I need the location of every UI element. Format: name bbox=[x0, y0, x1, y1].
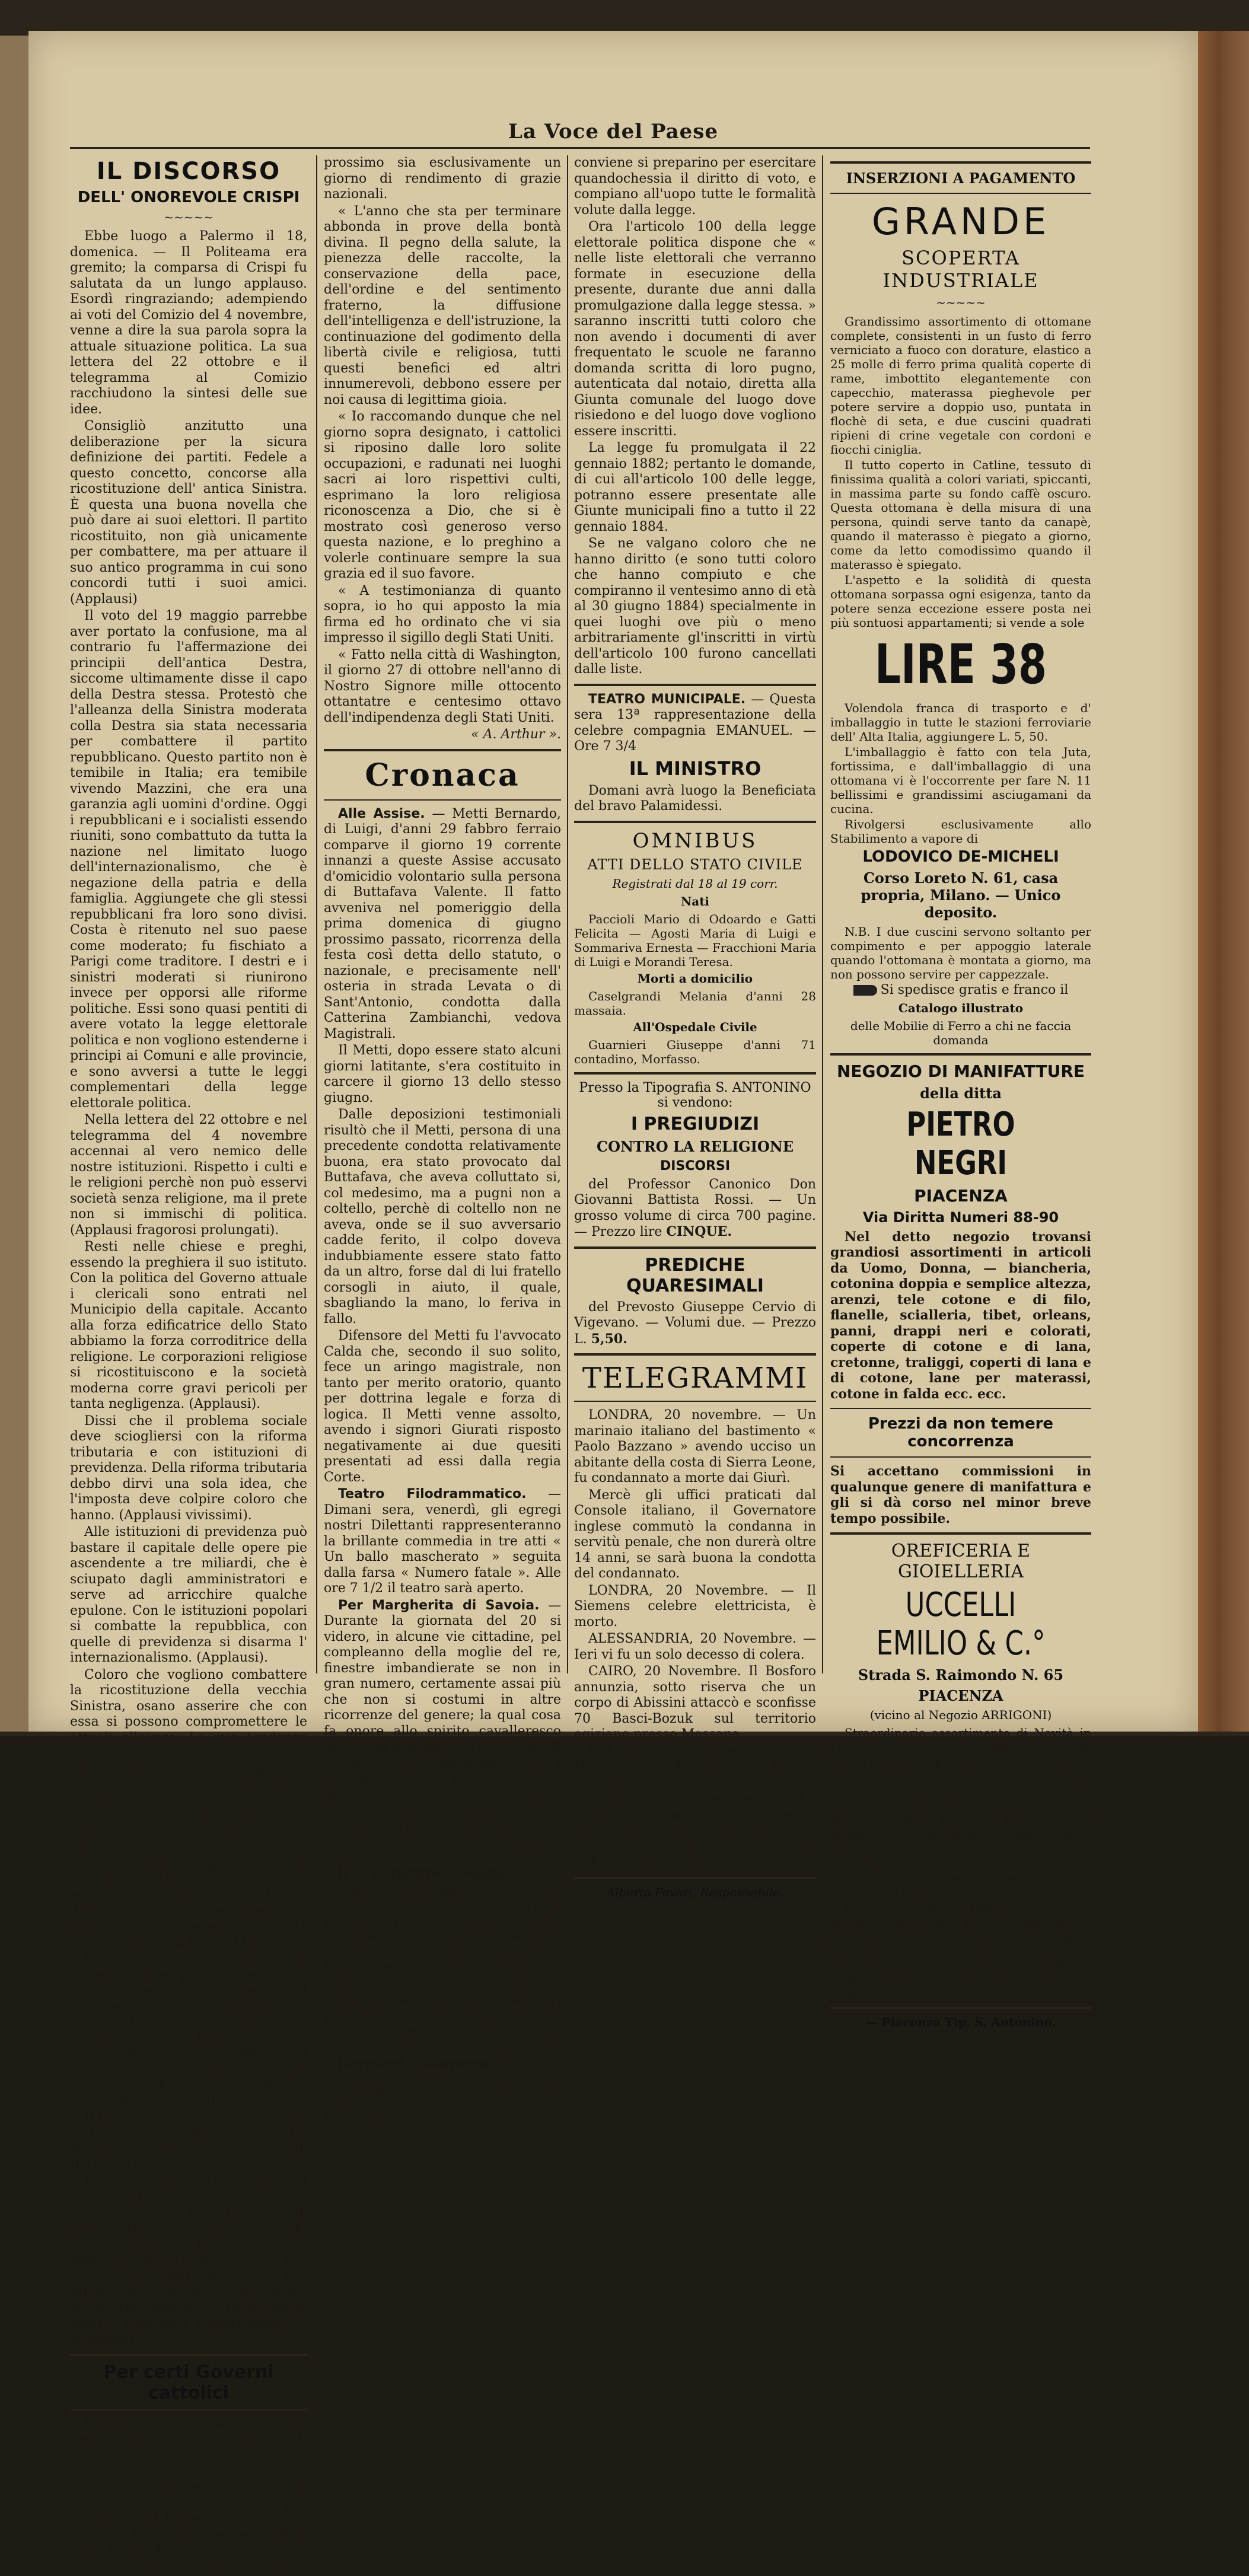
item-text: ha intrapreso un viaggio attraverso la nostra provincia per conoscere di persona il paese e i suoi elettori. Le accoglienze furono dappertutto oneste e liete, nè mancarono i buoni pranzi, essendo risaputo che oggi bbox=[324, 1866, 561, 1991]
negozio-title: NEGOZIO DI MANIFATTURE bbox=[836, 1061, 1085, 1081]
item-head: Teatro Filodrammatico. bbox=[338, 1487, 527, 1501]
paragraph: Domani avrà luogo la Beneficiata del bravo Palamidessi. bbox=[574, 783, 816, 814]
paragraph: « Fatto nella città di Washington, il giorno 27 di ottobre nell'anno di Nostro Signore mille ottocento ottantatre e centesimo ottavo dell'indipendenza degli Stati Uniti. bbox=[324, 647, 561, 725]
column-1 bbox=[70, 155, 307, 2576]
paragraph: Ebbe luogo a Palermo il 18, domenica. — Il Politeama era gremito; la comparsa di Crispi fu salutata da un lungo applauso. Esordì ringraziando; adempiendo ai voti del Comizio del 4 novembre, venne a dire la sua parola sopra la attuale situazione politica. La sua lettera del 22 ottobre e il telegramma al Comizio racchiudono la sintesi delle sue idee. bbox=[70, 229, 307, 417]
paragraph: La suddetta Ditta praticherà assiduamente, come già fece negli scorsi anni i Mercati e le Fiere dei principali Paesi di questa Provincia con un Completo assortimento d'oreficeria ed altri articoli onde contentare la sua numerosa Clientela. bbox=[830, 1901, 1091, 2001]
catalogo-after: delle Mobilie di Ferro a chi ne faccia domanda bbox=[850, 1018, 1072, 1047]
adjacent-page-edge bbox=[0, 36, 28, 1732]
pregiudizi-price: CINQUE. bbox=[666, 1224, 732, 1239]
demicheli-name: LODOVICO DE-MICHELI bbox=[862, 848, 1059, 866]
commissioni-text: Si accettano commissioni in qualunque genere di manifattura e gli si dà corso nel minor breve tempo possibile. bbox=[830, 1464, 1091, 1526]
paragraph: Assortimento completo in catene d'oro da uomo e per signora. bbox=[830, 1770, 1091, 1798]
telegram: ALESSANDRIA, 20 Novembre. — Ieri vi fu un solo decesso di colera. bbox=[574, 1631, 816, 1662]
uccelli-name: UCCELLI EMILIO & C.° bbox=[876, 1586, 1046, 1663]
paragraph: Il tutto a prezzi onestissimi ed impossibile concorrenza. bbox=[830, 1872, 1091, 1900]
paragraph: Dissi che il problema sociale deve sciogliersi con la riforma tributaria e con istituzioni di previdenza. Della riforma tributaria debbo dirvi una sola idea, che l'imposta deve colpire coloro che hanno. (Applausi vivissimi). bbox=[70, 1413, 307, 1523]
cronaca-title: Cronaca bbox=[365, 757, 520, 793]
paragraph: Volendola franca di trasporto e d' imballaggio in tutte le stazioni ferroviarie dell' Alta Italia, aggiungere L. 5, 50. bbox=[830, 701, 1091, 744]
paragraph: « Conforme all'uso di questo popolo di destinare verso la fine di ogni anno un giorno speciale per ossequiare il Dispensatore di ogni bene io, A. Arthur presidente degli Stati Uniti, decreto colla presente ordinanza che giovedì 22 novembre bbox=[70, 2465, 307, 2574]
column-divider bbox=[567, 155, 568, 1673]
telegram: LONDRA, 20 novembre. — Un marinaio italiano del bastimento « Paolo Bazzano » avendo ucciso un abitante della costa di Sierra Leone, fu condannato a morte dai Giurì. bbox=[574, 1408, 816, 1485]
paragraph: Deposito di galanti oggetti in Argento delle accreditate fabbriche Franz-Mosgau di Berlino e Martovisch di Vienna. Orologi d' oro e d'argento delle prime Case di Ginevra. bbox=[830, 1799, 1091, 1870]
grande-title: GRANDE bbox=[871, 200, 1050, 243]
teatro-text: — Questa sera 13ª rappresentazione della celebre compagnia EMANUEL. — Ore 7 3/4 bbox=[574, 691, 817, 754]
atti-subtitle: Registrati dal 18 al 19 corr. bbox=[612, 876, 778, 891]
paragraph: La legge fu promulgata il 22 gennaio 1882; pertanto le domande, di cui all'articolo 100 delle legge, potranno essere presentate alle Giunte municipali fino a tutto il 22 gennaio 1884. bbox=[574, 441, 816, 534]
paragraph: Grandissimo assortimento di ottomane complete, consistenti in un fusto di ferro verniciato a fuoco con dorature, elastico a 25 molle di ferro prima qualità coperte di rame, imbottito elegantemente con capecchio, materassa pieghevole per potere servire a doppio uso, puntata in flochè di seta, e due cuscini quadrati ripieni di crine vegetale con cordoni e fiocchi ciniglia. bbox=[830, 314, 1091, 457]
item-head: Iscrizioni elettorali. bbox=[338, 2057, 499, 2072]
pointing-hand-icon bbox=[853, 985, 877, 996]
morti-head: Morti a domicilio bbox=[637, 971, 753, 986]
nota-bene: N.B. I due cuscini servono soltanto per compimento e per appoggio laterale quando l'ottomana è montata a giorno, ma non possono servire per cappezzale. bbox=[830, 924, 1091, 981]
telegram: LONDRA, 20 Novembre. — Il Siemens celebre elettricista, è morto. bbox=[574, 1583, 816, 1630]
column-2 bbox=[324, 155, 561, 2121]
section-rule bbox=[574, 1353, 816, 1356]
negri-text: Nel detto negozio trovansi grandiosi assortimenti in articoli da Uomo, Donna, — biancheria, cotonina doppia e semplice altezza, arenzi, tele cotone e di filo, flanelle, scialleria, tibet, orleans, panni, drappi neri e colorati, coperte di cotone e di lana, cretonne, traliggi, coperti di lana e di cotone, lane per materassi, cotone in falda ecc. ecc. bbox=[830, 1229, 1091, 1402]
morti-text: Caselgrandi Melania d'anni 28 massaia. bbox=[574, 989, 816, 1018]
paragraph: L'aspetto e la solidità di questa ottomana sorpassa ogni esigenza, tanto da potere senza eccezione essere posta nei più sontuosi appartamenti; si vende a sole bbox=[830, 573, 1091, 630]
item-text: Tutto finisce in cene e in desinari proprio come costumava ai tempi cantati da Omero. Decisamente noi viviamo in un'epoca eroica. bbox=[324, 1993, 561, 2055]
inserzioni-header: INSERZIONI A PAGAMENTO bbox=[846, 170, 1076, 187]
paragraph: Alle istituzioni di previdenza può bastare il capitale delle opere pie ascendente a tre miliardi, che è sciupato dagli amministratori e serve ad arricchire qualche epulone. Con le istituzioni popolari si combatte la repubblica, con quelle di previdenza si disarma l' internazionalismo. (Applausi). bbox=[70, 1525, 307, 1665]
section-rule bbox=[70, 2354, 307, 2356]
paragraph: Pubblichiamo il seguente decreto del Presidente degli Stati Uniti americani: bbox=[70, 2416, 307, 2463]
section-rule bbox=[70, 2409, 307, 2411]
column-divider bbox=[822, 155, 823, 1673]
paragraph: Nella lettera del 22 ottobre e nel telegramma del 4 novembre accennai al vero nemico delle nostre istituzioni. Rispetto i culti e le religioni perchè non può esservi società senza religione, ma il prete non si immischi di politica. (Applausi fragorosi prolungati). bbox=[70, 1112, 307, 1238]
prezzi-line: Prezzi da non temere concorrenza bbox=[868, 1415, 1054, 1450]
headline: IL DISCORSO bbox=[96, 158, 281, 185]
nati-head: Nati bbox=[680, 894, 710, 908]
paragraph: Rivolgersi esclusivamente allo Stabilimento a vapore di bbox=[830, 817, 1091, 846]
masthead-rule bbox=[70, 147, 1090, 149]
item-head: Per Margherita di Savoia. bbox=[338, 1598, 540, 1613]
item-text: Difensore del Metti fu l'avvocato Calda che, secondo il suo solito, fece un aringo magistrale, non tanto per merito oratorio, quanto per dottrina legale e forza di logica. Il Metti venne assolto, avendo i signori Giurati risposto negativamente ai due quesiti presentati ad essi dalla regia Corte. bbox=[324, 1328, 561, 1485]
section-rule bbox=[574, 821, 816, 823]
piacenza-label-2: PIACENZA bbox=[918, 1687, 1003, 1704]
newspaper-page bbox=[28, 31, 1198, 2574]
section-rule bbox=[324, 749, 561, 751]
book-spine bbox=[1198, 31, 1249, 1732]
section-rule bbox=[830, 1532, 1091, 1535]
ornament: ~~~~~ bbox=[936, 295, 986, 310]
ospedale-head: All'Ospedale Civile bbox=[633, 1019, 757, 1034]
teatro-head: TEATRO MUNICIPALE. bbox=[588, 691, 746, 707]
paragraph: Il tutto coperto in Catline, tessuto di finissima qualità a colori variati, spiccanti, in massima parte su fondo caffè oscuro. Questa ottomana è della misura di una persona, quindi serve tanto da canapè, quando il materasso è piegato a giorno, come da letto comodissimo quando il materasso è spiegato. bbox=[830, 458, 1091, 572]
paragraph: « L'anno che sta per terminare abbonda in prove della bontà divina. Il pegno della salute, la pienezza delle raccolte, la conservazione della pace, dell'ordine e del sentimento fraterno, la diffusione dell'intelligenza e dell'istruzione, la continuazione del godimento della libertà civile e religiosa, tutti questi benefici ed altri innumerevoli, debbono essere per noi causa di legittima gioia. bbox=[324, 203, 561, 407]
section-rule bbox=[830, 1053, 1091, 1056]
paragraph: L'imballaggio è fatto con tela Juta, fortissima, e dall'imballaggio di una ottomana vi è l'occorrente per fare N. 11 bellissimi e grandissimi asciugamani da cucina. bbox=[830, 745, 1091, 816]
item-text: Dalle deposizioni testimoniali risultò che il Metti, persona di una precedente condotta relativamente buona, era stato provocato dal Buttafava, che aveva colluttato si, col medesimo, ma a pugni non a coltello, perchè di coltello non ne aveva, onde se il suo avversario cadde ferito, il colpo doveva indubbiamente essere stato fatto da un altro, forse dal di lui fratello corsogli in aiuto, il quale, sbagliando la mano, lo feriva in fallo. bbox=[324, 1107, 561, 1327]
item-text: — I cattolici almeno per ora finchè nol dice il Papa, non vanno alle urne politiche. Tuttavia bbox=[324, 2057, 562, 2119]
footer-printer: — Piacenza Tip. S. Antonino. bbox=[865, 2015, 1056, 2029]
paragraph: Ora l'articolo 100 della legge elettorale politica dispone che « nelle liste elettorali che verranno formate in esecuzione della presente, durante due anni dalla promulgazione dalla legge stessa. » saranno inscritti tutti coloro che non avendo i documenti di aver frequentato le scuole ne faranno domanda scritta di loro pugno, autenticata dal notaio, diretta alla Giunta comunale del luogo dove risiedono e del luogo dove vogliono essere inscritti. bbox=[574, 219, 816, 439]
responsabile: Alberto Favari, Responsabile. bbox=[606, 1885, 784, 1899]
item-text: Il Metti, dopo essere stato alcuni giorni latitante, s'era costituito in carcere il giorno 13 dello stesso giugno. bbox=[324, 1043, 561, 1105]
telegram: VIENNA, 20 novembre. — La polizia è riuscita a scoprire la tipografia clandestina dove uscirono in questi ultimi tempi delle pubblicazioni sediziose. bbox=[574, 1792, 816, 1870]
pregiudizi-title: I PREGIUDIZI bbox=[630, 1113, 760, 1134]
paragraph: conviene si preparino per esercitare quandochessia il diritto di voto, e compiano all'uopo tutte le formalità volute dalla legge. bbox=[574, 155, 816, 218]
prediche-title: PREDICHE QUARESIMALI bbox=[626, 1254, 764, 1296]
paragraph: Il Governo di Berlino non fu mai amico della Destra, che condusse alla guerra del 1866 contrariamente agli accordi stabiliti; nel 1870 la Destra voleva mandare centomila uomini al di là delle Alpi a combattere l'esercito tedesco impedendoci la rivendicazione di Roma. (Applausi). bbox=[70, 1810, 307, 1950]
scoperta-title: SCOPERTA INDUSTRIALE bbox=[882, 247, 1039, 292]
piacenza-label: PIACENZA bbox=[914, 1185, 1008, 1206]
tipografia-line: Presso la Tipografia S. ANTONINO si vendono: bbox=[579, 1080, 811, 1110]
paragraph: Consigliò anzitutto una deliberazione per la sicura definizione dei partiti. Fedele a questo concetto, concorse alla ricostituzione dell' antica Sinistra. È questa una buona novella che può dare ai suoi elettori. Il partito ricostituito, non già unicamente per combattere, ma per attuare il suo antico programma in cui sono concordi tutti i suoi amici. (Applausi) bbox=[70, 419, 307, 607]
negri-name: PIETRO NEGRI bbox=[906, 1105, 1015, 1182]
item-text: — Durante la giornata del 20 si videro, in alcune vie cittadine, pel compleanno della moglie del re, finestre imbandierate se non in gran numero, certamente assai più che non si costumi in altre ricorrenze del genere; la qual cosa fa onore allo spirito cavalleresco dei buoni piacentini. La sera poi il Municipio fece accendere tutti i becchi del gaz in piazza Cavalli e gli edifici militari si mostrarono decorosamente illuminati. In teatro fu suonato ripetutamente la marcia reale, e la sala venne illuminata a giorno.. bbox=[324, 1598, 561, 1864]
nati-text: Paccioli Mario di Odoardo e Gatti Felicita — Agosti Maria di Luigi e Sommariva Ernesta — Fracchioni Maria di Luigi e Morandi Teresa. bbox=[574, 911, 816, 969]
column-4 bbox=[830, 155, 1091, 2033]
item-head: Il deputato Ruspoli bbox=[338, 1866, 520, 1881]
ospedale-text: Guarnieri Giuseppe d'anni 71 contadino, Morfasso. bbox=[574, 1037, 816, 1066]
paragraph: Straordinario assortimento di Novità in Forniture d' Oro e d' Anelli per Spose anche con pietre preziose. bbox=[830, 1726, 1091, 1768]
section-rule bbox=[830, 1456, 1091, 1458]
ornament: ~~~~~ bbox=[164, 210, 214, 224]
telegram: CAIRO, 20 Novembre. Il Bosforo annunzia, sotto riserva che un corpo di Abissini attaccò e sconfisse 70 Basci-Bozuk sul territorio egiziano presso Massana. bbox=[574, 1664, 816, 1742]
paragraph: Se ne valgano coloro che ne hanno diritto (e sono tutti coloro che hanno compiuto e che compiranno il ventesimo anno di età al 30 giugno 1884) specialmente in quei luoghi ove più o meno arbitrariamente gl'inscritti in virtù dell'articolo 100 furono cancellati dalle liste. bbox=[574, 536, 816, 677]
oreficeria-title: OREFICERIA E GIOIELLERIA bbox=[891, 1541, 1031, 1582]
section-rule bbox=[830, 2007, 1091, 2009]
section-rule bbox=[574, 684, 816, 686]
telegrammi-title: TELEGRAMMI bbox=[582, 1362, 808, 1395]
paragraph: « Io raccomando dunque che nel giorno sopra designato, i cattolici si riposino dalle loro solite occupazioni, e radunati nei luoghi sacri ai loro rispettivi culti, esprimano la loro religiosa riconoscenza a Dio, che si è mostrato così generoso verso questa nazione, e lo preghino a volerle continuare sempre la sua grazia ed il suo favore. bbox=[324, 409, 561, 581]
omnibus-title: OMNIBUS bbox=[632, 828, 758, 853]
atti-title: ATTI DELLO STATO CIVILE bbox=[587, 856, 803, 873]
telegram: Mercè gli uffici praticati dal Console italiano, il Governatore inglese commutò la condanna in servitù penale, che non durerà oltre 14 anni, se sarà buona la condotta del condannato. bbox=[574, 1487, 816, 1581]
item-text: — Metti Bernardo, di Luigi, d'anni 29 fabbro ferraio comparve il giorno 19 corrente innanzi a queste Assise accusato d'omicidio volontario sulla persona di Buttafava Valente. Il fatto avveniva nel pomeriggio della prima domenica di giugno prossimo passato, ricorrenza della festa così detta dello statuto, o nazionale, e precisamente nell' osteria in strada Levata o di Sant'Antonio, condotta dalla Catterina Zambianchi, vedova Magistrali. bbox=[324, 806, 561, 1041]
signature: « A. Arthur ». bbox=[471, 727, 561, 742]
demicheli-address: Corso Loreto N. 61, casa propria, Milano. — Unico deposito. bbox=[861, 869, 1061, 921]
paragraph: prossimo sia esclusivamente un giorno di rendimento di grazie nazionali. bbox=[324, 155, 561, 202]
prediche-text: del Prevosto Giuseppe Cervio di Vigevano. — Volumi due. — Prezzo L. bbox=[574, 1299, 816, 1347]
masthead: La Voce del Paese bbox=[508, 120, 719, 144]
section-rule bbox=[574, 1877, 816, 1879]
item-text: — Dimani sera, venerdì, gli egregi nostri Dilettanti rappresenteranno la brillante commedia in tre atti « Un ballo mascherato » seguita dalla farsa « Numero fatale ». Alle ore 7 1/2 il teatro sarà aperto. bbox=[324, 1487, 561, 1596]
paragraph: Il Re è andato a Vienna; non gli è stata ancora restituita la visita. Bisognava andarvi per la via di Berlino. Concludiamo: bbox=[70, 2110, 307, 2173]
paragraph: Coloro che vogliono combattere la ricostituzione della vecchia Sinistra, osano asserire che con essa si possono compromettere le attuali alleanze. Le mie tendenze sono che l'Italia sul continente debba allearsi colle potenze centrali e sul mare coll'Inghilterra. (Applausi). bbox=[70, 1667, 307, 1808]
column-3 bbox=[574, 155, 816, 1903]
subheadline: DELL' ONOREVOLE CRISPI bbox=[77, 189, 300, 206]
pregiudizi-subtitle: CONTRO LA RELIGIONE bbox=[596, 1137, 794, 1155]
section-rule bbox=[324, 799, 561, 801]
discorsi-label: DISCORSI bbox=[659, 1158, 731, 1174]
section-rule bbox=[830, 161, 1091, 164]
item-head: Alle Assise. bbox=[338, 806, 425, 821]
paragraph: L'antica Sinistra ricostituita col suo antico programma si presenterà per la attuazione di tutte le riforme politiche e sociali, per mantenere l'alleanza colle Potenze centrali in Europa, non per combattere soltanto, ma per attuare un Governo morale, degno di un gran popolo che ha diritto di averlo. (Applausi fragorosissimi e prolungati). bbox=[70, 2175, 307, 2347]
column-divider bbox=[316, 155, 317, 1673]
section-rule bbox=[574, 1401, 816, 1402]
paragraph: Il contegno della Sinistra impedì codesta fatale politica; avremmo fatto anche le barricate se il Governo non avesse seguiti i nostri consigli (applausi); ma per avere buone alleanze bisogna essere popoli forti. Prima del 1859 eravamo deboli perchè divisi, oggi lo siamo perchè gli armamenti sono incompleti. (Applausi). bbox=[70, 1952, 307, 2109]
spedisce-text: Si spedisce gratis e franco il bbox=[880, 983, 1069, 997]
section-rule bbox=[574, 1072, 816, 1075]
section-rule bbox=[830, 193, 1091, 194]
paragraph: Resti nelle chiese e preghi, essendo la preghiera il suo istituto. Con la politica del Governo attuale i clericali sono entrati nel Municipio della capitale. Accanto alla forza edificatrice dello Stato abbiamo la forza corroditrice della religione. Le corporazioni religiose si ricostituiscono e la società moderna corre gravi pericoli per tanta negligenza. (Applausi). bbox=[70, 1239, 307, 1411]
section-title: Per certi Governi cattolici bbox=[103, 2362, 274, 2403]
via-label: Via Diritta Numeri 88-90 bbox=[862, 1209, 1059, 1226]
paragraph: Il voto del 19 maggio parrebbe aver portato la confusione, ma al contrario fu l'affermazione dei principii dell'antica Destra, siccome ultimamente disse il capo della Destra stessa. Protestò che l'alleanza della Sinistra moderata colla Destra sia stata necessaria per combattere il partito repubblicano. Questo partito non è temibile in Italia; era temibile vivendo Mazzini, che era una garanzia agli uomini d'ordine. Oggi i repubblicani e i socialisti essendo riuniti, sono combattuto da tutta la nazione nel limitato luogo dell'internazionalismo, che è negazione della patria e della famiglia. Aggiungete che gli stessi repubblicani fra loro sono divisi. Costa è ritenuto nel suo paese come moderato; fu fischiato a Parigi come traditore. I destri e i sinistri moderati si riunirono invece per opporsi alle riforme politiche. Essi sono quasi pentiti di avere votato la legge elettorale politica e non vogliono estenderne i principi ai Comuni e alle provincie, e sono avversi a tutte le leggi complementari della legge elettorale politica. bbox=[70, 608, 307, 1111]
section-rule bbox=[830, 1408, 1091, 1409]
teatro-play: IL MINISTRO bbox=[629, 757, 761, 780]
section-rule bbox=[574, 1246, 816, 1249]
paragraph: « A testimonianza di quanto sopra, io ho qui apposto la mia firma ed ho ordinato che vi sia impresso il sigillo degli Stati Uniti. bbox=[324, 583, 561, 645]
della-ditta: della ditta bbox=[920, 1084, 1002, 1102]
catalogo-label: Catalogo illustrato bbox=[898, 1000, 1024, 1015]
prediche-price: 5,50. bbox=[591, 1331, 627, 1347]
strada-label: Strada S. Raimondo N. 65 bbox=[858, 1666, 1064, 1684]
telegram: BELGRADO 20 novembre. — A Dich i capi degli insorti furono fucilati. bbox=[574, 1743, 816, 1790]
price-lire: LIRE 38 bbox=[875, 633, 1047, 696]
pregiudizi-text: del Professor Canonico Don Giovanni Battista Rossi. — Un grosso volume di circa 700 pagine. — Prezzo lire bbox=[574, 1177, 816, 1239]
vicino-label: (vicino al Negozio ARRIGONI) bbox=[869, 1708, 1052, 1722]
